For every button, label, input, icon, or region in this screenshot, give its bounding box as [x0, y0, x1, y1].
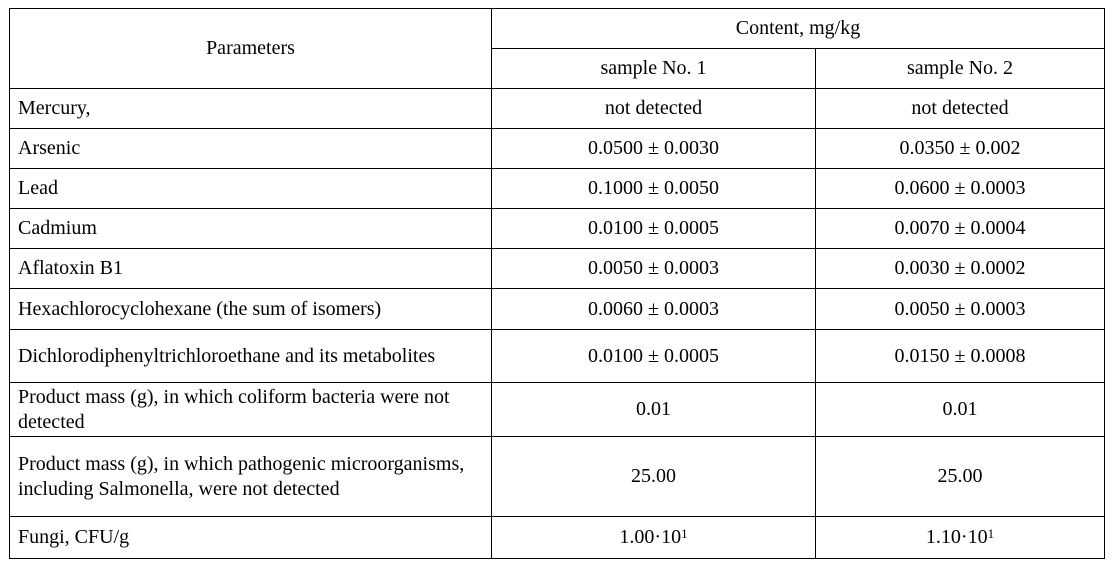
header-sample-2: sample No. 2 — [816, 49, 1105, 89]
sample-2-cell: 0.0070 ± 0.0004 — [816, 209, 1105, 249]
sample-1-cell: not detected — [492, 89, 816, 129]
table-row — [10, 517, 1105, 559]
value-base: 1.00·10 — [619, 526, 682, 548]
sample-1-cell: 0.1000 ± 0.0050 — [492, 169, 816, 209]
sample-1-cell: 0.0060 ± 0.0003 — [492, 289, 816, 330]
sample-1-cell — [492, 517, 816, 559]
sample-1-cell: 0.0500 ± 0.0030 — [492, 129, 816, 169]
parameter-cell: Cadmium — [10, 209, 492, 249]
sample-1-cell: 0.0100 ± 0.0005 — [492, 330, 816, 383]
table-row — [10, 249, 1105, 289]
parameter-cell: Dichlorodiphenyltrichloroethane and its metabolites — [10, 330, 492, 383]
parameter-cell: Mercury, — [10, 89, 492, 129]
parameter-cell: Aflatoxin B1 — [10, 249, 492, 289]
parameter-cell: Hexachlorocyclohexane (the sum of isomers) — [10, 289, 492, 330]
sample-1-cell: 0.0100 ± 0.0005 — [492, 209, 816, 249]
sample-1-cell: 0.0050 ± 0.0003 — [492, 249, 816, 289]
table-row — [10, 209, 1105, 249]
header-parameters: Parameters — [10, 9, 492, 89]
table-row — [10, 437, 1105, 517]
parameter-cell: Product mass (g), in which pathogenic microorganisms, including Salmonella, were not detected — [10, 437, 492, 517]
value-base: 1.10·10 — [925, 526, 988, 548]
sample-2-cell: 0.0600 ± 0.0003 — [816, 169, 1105, 209]
sample-1-cell: 25.00 — [492, 437, 816, 517]
sample-2-cell: 0.0150 ± 0.0008 — [816, 330, 1105, 383]
sample-2-cell: 0.0050 ± 0.0003 — [816, 289, 1105, 330]
table-row — [10, 289, 1105, 330]
table-row — [10, 169, 1105, 209]
parameter-cell: Product mass (g), in which coliform bacteria were not detected — [10, 383, 492, 437]
value-exponent: 1 — [681, 526, 688, 541]
parameter-cell: Fungi, CFU/g — [10, 517, 492, 559]
table-row — [10, 330, 1105, 383]
sample-2-cell: not detected — [816, 89, 1105, 129]
value-exponent: 1 — [987, 526, 995, 541]
sample-2-cell: 25.00 — [816, 437, 1105, 517]
table-row — [10, 129, 1105, 169]
sample-2-cell: 0.0350 ± 0.002 — [816, 129, 1105, 169]
sample-2-cell: 0.01 — [816, 383, 1105, 437]
sample-2-cell — [816, 517, 1105, 559]
header-content: Content, mg/kg — [492, 9, 1105, 49]
parameter-cell: Lead — [10, 169, 492, 209]
sample-1-cell: 0.01 — [492, 383, 816, 437]
table-row — [10, 383, 1105, 437]
results-table — [9, 8, 1105, 559]
header-sample-1: sample No. 1 — [492, 49, 816, 89]
table-row — [10, 89, 1105, 129]
sample-2-cell: 0.0030 ± 0.0002 — [816, 249, 1105, 289]
parameter-cell: Arsenic — [10, 129, 492, 169]
table-header-row — [10, 9, 1105, 49]
